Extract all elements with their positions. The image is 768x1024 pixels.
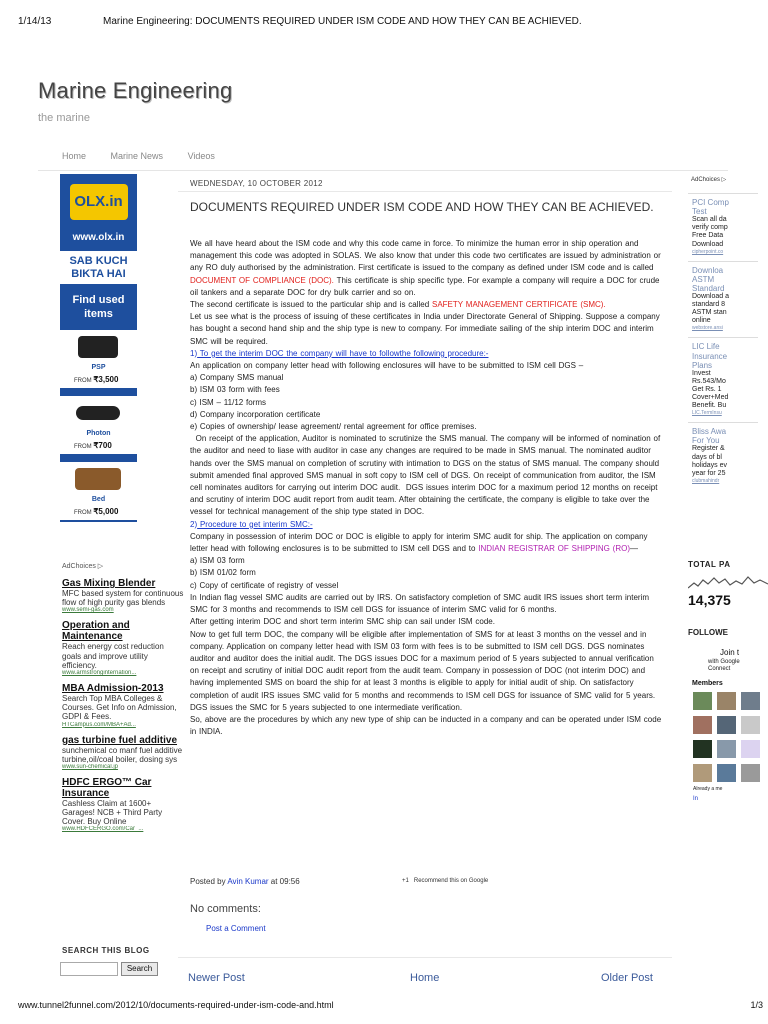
paragraph: Let us see what is the process of issuing of these certificates in India under Directorate General of Shipping. Suppose a company has bought a second hand ship and the ship type is new to company. For immediate sailing of the ship interim DOC and interim SMC will be required. (190, 312, 660, 346)
paragraph: An application on company letter head with following enclosures will have to be submitted to ISM cell DGS – (190, 361, 584, 371)
post-comment-link[interactable]: Post a Comment (206, 924, 266, 933)
avatar[interactable] (693, 764, 712, 782)
section-heading-1 (190, 348, 662, 360)
ad-url[interactable]: cipherpoint.co (692, 248, 724, 255)
ad-body: Benefit. Bu (692, 402, 727, 410)
right-text-ad[interactable] (688, 261, 758, 332)
ad-body: Invest (692, 369, 711, 377)
product-from: FROM (74, 377, 92, 384)
adchoices-right[interactable]: AdChoices ▷ (691, 177, 727, 183)
ad-headline[interactable]: Test (692, 207, 707, 217)
product-name: Bed (91, 495, 106, 503)
olx-find-line1: Find used (72, 294, 125, 307)
blog-description: the marine (38, 112, 90, 124)
right-text-ad[interactable] (688, 337, 758, 416)
ad-headline[interactable]: HDFC ERGO™ Car Insurance (62, 776, 152, 799)
avatar[interactable] (741, 716, 760, 734)
ad-headline[interactable]: For You (692, 436, 720, 446)
product-from: FROM (74, 509, 92, 516)
google-connect-line1: with Google (708, 659, 740, 665)
ad-headline[interactable]: Standard (692, 283, 725, 293)
olx-banner-ad[interactable] (60, 174, 137, 522)
doc-highlight: DOCUMENT OF COMPLIANCE (DOC). (190, 275, 334, 285)
heading-number: 1) (190, 348, 198, 358)
nav-videos[interactable]: Videos (187, 151, 215, 161)
paragraph (190, 531, 662, 555)
total-pageviews-count: 14,375 (688, 592, 731, 608)
bottom-divider (178, 957, 672, 958)
post-footer (190, 877, 300, 886)
list-item: b) ISM 03 form with fees (190, 385, 280, 395)
avatar[interactable] (741, 740, 760, 758)
ad-body: ASTM stan (692, 309, 727, 317)
post-divider (178, 191, 672, 192)
followers-label: FOLLOWE (688, 628, 728, 637)
ad-body: Search Top MBA Colleges & Courses. Get Info on Admission, GDPI & Fees. (62, 693, 177, 722)
post-time[interactable]: at 09:56 (268, 877, 300, 886)
heading-link[interactable]: To get the interim DOC the company will have to followthe following procedure:- (197, 348, 489, 358)
list-item: c) Copy of certificate of registry of vessel (190, 580, 339, 590)
left-text-ads (62, 578, 184, 839)
ad-headline[interactable]: gas turbine fuel additive (62, 734, 178, 746)
print-title: Marine Engineering: DOCUMENTS REQUIRED UNDER ISM CODE AND HOW THEY CAN BE ACHIEVED. (103, 16, 582, 27)
ad-url[interactable]: clubmahindr (692, 477, 720, 484)
ad-headline[interactable]: Bliss Awa (692, 427, 727, 437)
product-name: PSP (91, 363, 106, 371)
ad-headline[interactable]: Gas Mixing Blender (62, 578, 156, 589)
plus-one-label: +1 (402, 878, 409, 884)
text: — (630, 544, 638, 554)
google-connect-line2: Connect (708, 666, 731, 673)
list-item: a) Company SMS manual (190, 373, 284, 383)
ad-url[interactable]: www.sun-chemical.jp (62, 763, 119, 770)
ad-url[interactable]: webstore.ansi (692, 325, 723, 332)
text-ad[interactable] (62, 735, 184, 770)
ad-headline[interactable]: PCI Comp (692, 198, 729, 207)
product-price-value: ₹5,000 (93, 506, 119, 516)
blog-title[interactable]: Marine Engineering (38, 78, 233, 103)
text: This certificate is ship specific type. For example a company will require a DOC for crude oil tankers and a separate DOC for dry bulk carrier and so on. (190, 275, 660, 297)
section-heading-2 (190, 519, 662, 531)
recommend-label: Recommend this on Google (413, 878, 489, 884)
product-price-value: ₹3,500 (93, 374, 119, 384)
ad-body: Download a (692, 293, 729, 301)
olx-logo: OLX.in (70, 184, 128, 220)
google-connect (708, 659, 740, 673)
ad-body: MFC based system for continuous flow of high purity gas blends (62, 589, 184, 608)
older-post-link[interactable]: Older Post (601, 972, 653, 984)
right-sidebar-ads (688, 174, 768, 484)
text-ad[interactable] (62, 620, 184, 676)
nav-home[interactable]: Home (62, 151, 87, 161)
ad-body: Reach energy cost reduction goals and improve utility efficiency. (62, 642, 164, 670)
photon-image (76, 406, 120, 420)
print-url: www.tunnel2funnel.com/2012/10/documents-required-under-ism-code-and.html (18, 1000, 334, 1010)
ad-body: year for 25 (692, 469, 726, 477)
olx-slogan-line2: BIKTA HAI (71, 267, 126, 280)
ad-url[interactable]: HTCampus.com/MBA+Ad... (62, 721, 136, 728)
avatar[interactable] (717, 692, 736, 710)
post-body (190, 238, 662, 738)
olx-slogan-line1: SAB KUCH (69, 255, 128, 267)
print-header (18, 16, 582, 27)
bed-image (75, 468, 121, 490)
top-nav (62, 151, 237, 161)
join-this-site[interactable]: Join t (720, 648, 740, 657)
heading-link[interactable]: Procedure to get interim SMC:- (197, 519, 313, 529)
olx-product-bed[interactable] (60, 462, 137, 520)
olx-find-line2: items (84, 308, 113, 321)
paragraph (190, 238, 662, 299)
smc-highlight: SAFETY MANAGEMENT CERTIFICATE (SMC). (432, 300, 606, 310)
ad-body: Scan all da (692, 216, 727, 224)
ad-body: Register & (692, 445, 725, 453)
comments-heading: No comments: (190, 903, 261, 915)
ad-body: holidays ev (692, 461, 728, 469)
irs-highlight: INDIAN REGISTRAR OF SHIPPING (RO) (478, 544, 630, 554)
product-name: Photon (86, 429, 111, 437)
ad-headline[interactable]: LIC Life (692, 342, 720, 352)
list-item: e) Copies of ownership/ lease agreement/ rental agreement for office premises. (190, 422, 477, 432)
paragraph: After getting interim DOC and short term interim SMC ship can sail under ISM code. (190, 617, 495, 627)
ad-body: Cashless Claim at 1600+ Garages! NCB + Third Party Cover. Buy Online (62, 798, 163, 827)
ad-body: Get Rs. 1 (692, 385, 722, 393)
paragraph: So, above are the procedures by which any new type of ship can be inducted in a company and can be operated under ISM code in INDIA. (190, 714, 662, 737)
text-ad[interactable] (62, 578, 184, 613)
print-date: 1/14/13 (18, 16, 52, 27)
avatar[interactable] (717, 764, 736, 782)
ad-url[interactable]: LIC.TermInsu (692, 410, 722, 417)
print-page-number: 1/3 (750, 1000, 763, 1010)
text: We all have heard about the ISM code and why this code came in force. To minimize the human error in ship operation and management this code was adopted in SOLAS. We also know that under this code two certificates are issued by administration or any RO duly authorised by the administration. First certificate is issued to the company as defined under ISM code and is called (190, 239, 661, 273)
paragraph (190, 299, 662, 311)
olx-product-photon[interactable] (60, 396, 137, 454)
ad-body: Rs.543/Mo (692, 377, 726, 385)
text: The second certificate is issued to the particular ship and is called (190, 300, 432, 310)
list-item: b) ISM 01/02 form (190, 568, 256, 578)
ad-body: Download (692, 240, 724, 248)
ad-url[interactable]: www.armstronginternation... (62, 669, 137, 676)
ad-body: Free Data (692, 232, 724, 240)
list-item: c) ISM – 11/12 forms (190, 397, 267, 407)
total-pageviews-label: TOTAL PA (688, 560, 731, 569)
product-from: FROM (74, 443, 92, 450)
heading-number: 2) (190, 519, 198, 529)
search-button[interactable]: Search (121, 962, 158, 976)
product-price (74, 375, 118, 384)
print-footer (18, 1000, 763, 1010)
text: Company in possession of interim DOC or DOC is eligible to apply for interim SMC audit for ship. The application on company letter head with following enclosures is to be submitted to ISM cell DGS and to (190, 531, 648, 554)
posted-by-label: Posted by (190, 877, 228, 886)
sign-in-link[interactable]: In (693, 796, 699, 802)
ad-url[interactable]: www.HDFCERGO.com/Car_... (62, 826, 144, 833)
text-ad[interactable] (62, 777, 184, 833)
ad-headline[interactable]: ASTM (692, 274, 715, 284)
ad-url[interactable]: www.semi-gas.com (62, 607, 114, 614)
olx-product-psp[interactable] (60, 330, 137, 388)
paragraph: On receipt of the application, Auditor is nominated to scrutinize the SMS manual. The company will be informed of nomination of the auditor and need to liase with auditor in case any changes are required to be made in SMS manual. The nominated auditor hands over the SMS manual on completion of scrutiny with intimation to DGS on the status of SMS manual. The company should submit amended final approved SMS manual in soft copy to ISM cell of DGS. On receipt of communication from auditor, the ISM cell nominates auditors for carrying out interim DOC audit. DGS issues interim DOC for a maximum period 12 months on receipt and scrutiny of interim DOC audit report from audit team. After obtaining the certificate, the company is eligible to take over the vessel for technical management of the ship type stated in DOC. (190, 434, 664, 517)
adchoices-left[interactable]: AdChoices ▷ (62, 563, 104, 570)
search-label: SEARCH THIS BLOG (62, 946, 150, 955)
ad-body: online (692, 317, 711, 325)
already-a-member: Already a me (693, 786, 723, 792)
olx-site: www.olx.in (72, 232, 125, 243)
avatar[interactable] (717, 740, 736, 758)
avatar[interactable] (693, 716, 712, 734)
nav-divider (38, 170, 728, 171)
post-title: DOCUMENTS REQUIRED UNDER ISM CODE AND HOW THEY CAN BE ACHIEVED. (190, 200, 654, 214)
post-date: WEDNESDAY, 10 OCTOBER 2012 (190, 179, 323, 188)
plus-one-button[interactable] (402, 878, 488, 884)
ad-body: days of bl (692, 453, 722, 461)
product-price-value: ₹700 (93, 440, 112, 450)
ad-headline[interactable]: Insurance (692, 351, 728, 361)
members-label: Members (692, 680, 723, 687)
right-text-ad[interactable] (688, 193, 758, 255)
newer-post-link[interactable]: Newer Post (188, 972, 245, 984)
ad-body: standard 8 (692, 301, 726, 309)
author-link[interactable]: Avin Kumar (227, 877, 269, 886)
list-item: d) Company incorporation certificate (190, 409, 321, 419)
ad-body: verify comp (692, 224, 728, 232)
avatar[interactable] (693, 692, 712, 710)
pageviews-sparkline (688, 574, 768, 590)
nav-marine-news[interactable]: Marine News (110, 151, 164, 161)
ad-headline[interactable]: Downloa (692, 265, 724, 275)
paragraph: In Indian flag vessel SMC audits are carried out by IRS. On satisfactory completion of SMC audit IRS issues short term interim SMC for 3 months and recommends to ISM cell DGS for issuance of interim SMC valid for 6 months. (190, 592, 650, 615)
ad-headline[interactable]: Plans (692, 360, 713, 370)
avatar[interactable] (741, 764, 760, 782)
avatar[interactable] (717, 716, 736, 734)
ad-body: Cover+Med (692, 394, 729, 402)
psp-image (78, 336, 118, 358)
search-input[interactable] (60, 962, 118, 976)
product-price (74, 441, 112, 450)
text-ad[interactable] (62, 683, 184, 728)
home-link[interactable]: Home (410, 972, 440, 984)
product-price (74, 507, 118, 516)
ad-body: sunchemical co manf fuel additive turbine,oil/coal boiler, dosing sys (62, 745, 183, 764)
ad-headline[interactable]: Operation and Maintenance (62, 620, 130, 643)
right-text-ad[interactable] (688, 422, 758, 484)
olx-slogan (60, 251, 137, 284)
list-item: a) ISM 03 form (190, 556, 245, 566)
ad-headline[interactable]: MBA Admission-2013 (62, 682, 164, 694)
olx-find (60, 294, 137, 322)
avatar[interactable] (693, 740, 712, 758)
paragraph: Now to get full term DOC, the company will be eligible after implementation of SMS for at least 3 months on the vessel and in company. Application on company letter head with ISM 03 form with fees is to be submitted to ISM cell DGS. DGS nominates auditor and auditor does the initial audit. The DGS issues DOC for a maximum period of 5 years subjected to annual verification on receipt and scrutiny of initial DOC audit report from the audit team. Company in possession of DOC (not interim DOC) and having implemented SMS on board the ship for at least 3 months is eligible to apply for initial audit of ship. On satisfactory completion of audit IRS issues SMC valid for 5 months and recommends to ISM cell DGS for issuance of SMC valid for 5 years. DGS issues the SMC for 5 years subjected to one intermediate verification. (190, 629, 656, 712)
avatar[interactable] (741, 692, 760, 710)
